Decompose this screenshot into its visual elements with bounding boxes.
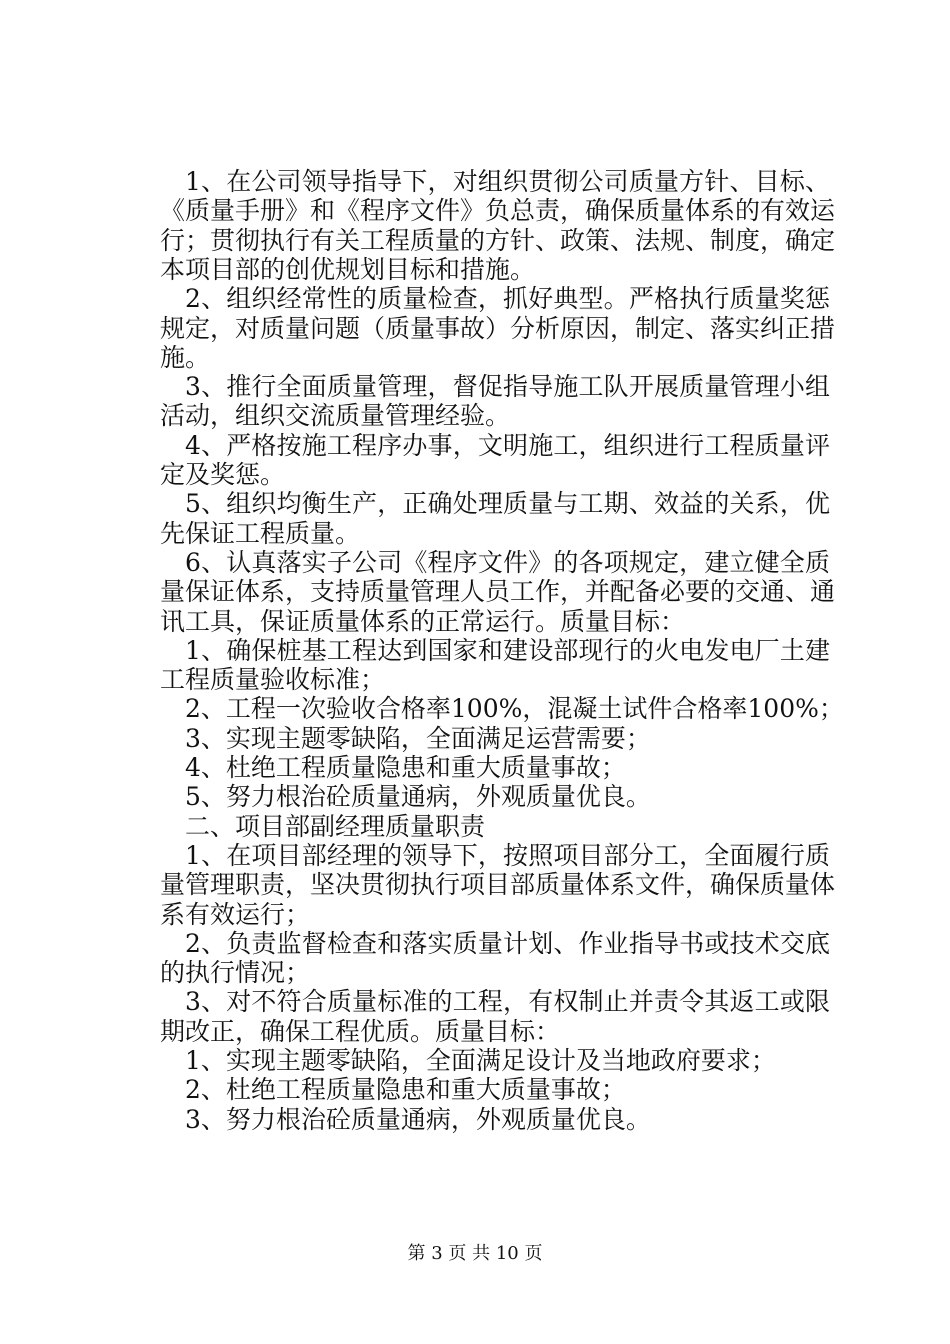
section-heading: 二、项目部副经理质量职责 xyxy=(185,811,486,841)
text-line: 4、严格按施工程序办事，文明施工，组织进行工程质量评 xyxy=(185,430,830,460)
text-line: 期改正，确保工程优质。质量目标： xyxy=(160,1016,561,1046)
text-line: 施。 xyxy=(160,342,211,372)
text-line: 1、在公司领导指导下，对组织贯彻公司质量方针、目标、 xyxy=(185,167,830,196)
text-line: 2、负责监督检查和落实质量计划、作业指导书或技术交底 xyxy=(185,928,830,958)
text-line: 6、认真落实子公司《程序文件》的各项规定，建立健全质 xyxy=(185,547,830,577)
text-line: 量管理职责，坚决贯彻执行项目部质量体系文件，确保质量体 xyxy=(160,870,836,900)
text-line: 5、组织均衡生产，正确处理质量与工期、效益的关系，优 xyxy=(185,489,830,519)
text-line: 1、确保桩基工程达到国家和建设部现行的火电发电厂土建 xyxy=(185,635,830,665)
text-line: 5、努力根治砼质量通病，外观质量优良。 xyxy=(185,782,651,812)
text-line: 活动，组织交流质量管理经验。 xyxy=(160,401,511,431)
text-line: 讯工具，保证质量体系的正常运行。质量目标： xyxy=(160,606,686,636)
text-line: 规定，对质量问题（质量事故）分析原因，制定、落实纠正措 xyxy=(160,313,836,343)
text-line: 2、组织经常性的质量检查，抓好典型。严格执行质量奖惩 xyxy=(185,284,830,314)
text-line: 3、推行全面质量管理，督促指导施工队开展质量管理小组 xyxy=(185,372,830,402)
page-number: 第 3 页 共 10 页 xyxy=(407,1243,543,1264)
text-line: 1、实现主题零缺陷，全面满足设计及当地政府要求； xyxy=(185,1046,776,1075)
text-line: 《质量手册》和《程序文件》负总责，确保质量体系的有效运 xyxy=(160,196,836,226)
text-line: 工程质量验收标准； xyxy=(160,665,386,695)
text-line: 4、杜绝工程质量隐患和重大质量事故； xyxy=(185,753,626,782)
text-line: 2、杜绝工程质量隐患和重大质量事故； xyxy=(185,1075,626,1105)
text-line: 3、对不符合质量标准的工程，有权制止并责令其返工或限 xyxy=(185,987,830,1017)
text-line: 定及奖惩。 xyxy=(160,460,286,489)
text-line: 量保证体系，支持质量管理人员工作，并配备必要的交通、通 xyxy=(160,577,836,607)
text-line: 系有效运行； xyxy=(160,899,311,929)
text-line: 3、努力根治砼质量通病，外观质量优良。 xyxy=(185,1104,651,1134)
text-line: 本项目部的创优规划目标和措施。 xyxy=(160,254,536,284)
text-line: 的执行情况； xyxy=(160,958,311,988)
text-line: 3、实现主题零缺陷，全面满足运营需要； xyxy=(185,723,651,753)
text-line: 行；贯彻执行有关工程质量的方针、政策、法规、制度，确定 xyxy=(160,225,836,255)
text-line: 1、在项目部经理的领导下，按照项目部分工，全面履行质 xyxy=(185,840,830,870)
text-line: 2、工程一次验收合格率100%，混凝土试件合格率100%； xyxy=(185,694,844,724)
text-line: 先保证工程质量。 xyxy=(160,518,361,548)
